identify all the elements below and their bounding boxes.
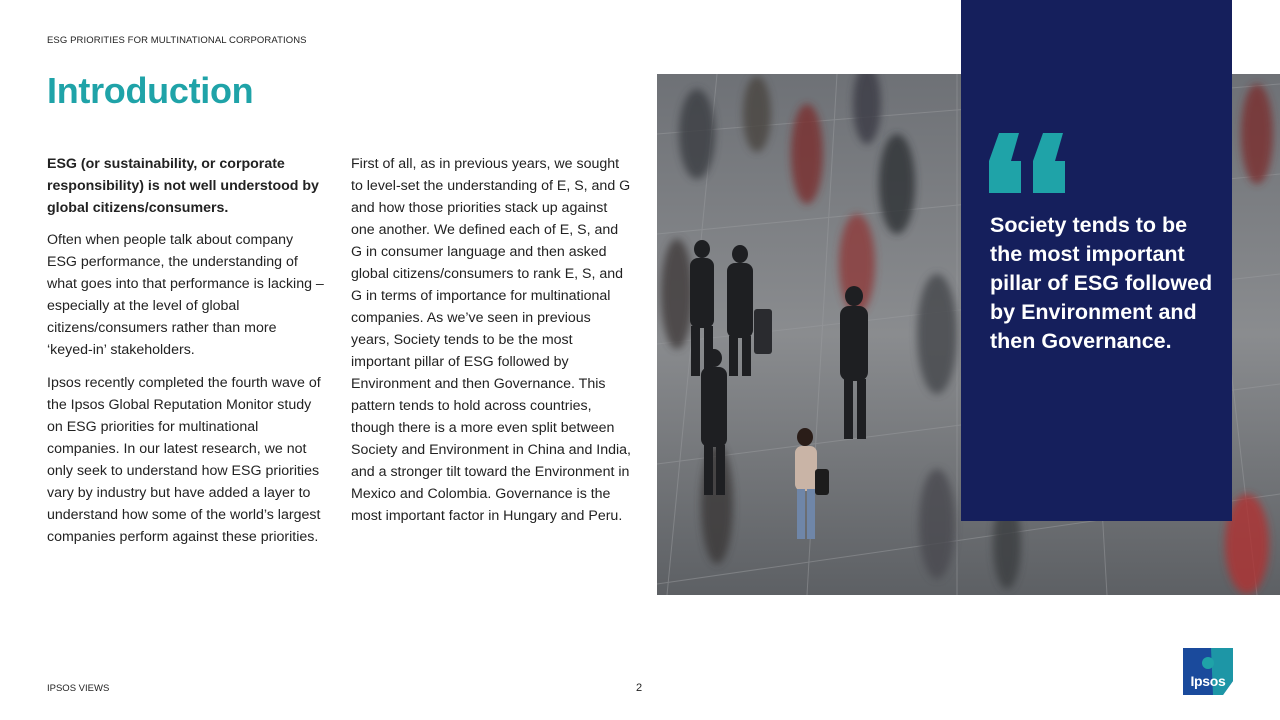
pull-quote-panel [961,0,1232,521]
pull-quote-text: Society tends to be the most important pillar of ESG followed by Environment and then Governance. [990,213,1213,353]
body-paragraph: Ipsos recently completed the fourth wave of the Ipsos Global Reputation Monitor study on ESG priorities for multinational companies. In our latest research, we not only seek to understand how ESG priorities vary by industry but have added a layer to understand how some of the world’s largest companies perform against these priorities. [47,375,321,545]
page-number: 2 [636,682,643,694]
logo-wordmark: Ipsos [1190,673,1226,689]
document-header: ESG PRIORITIES FOR MULTINATIONAL CORPORATIONS [47,35,307,46]
text-column-right [351,153,631,538]
ipsos-logo [1183,648,1233,695]
footer-label: IPSOS VIEWS [47,683,110,694]
quote-mark-icon [989,133,1065,195]
lead-paragraph: ESG (or sustainability, or corporate responsibility) is not well understood by global citizens/consumers. [47,156,319,216]
page-title: Introduction [47,70,254,111]
body-paragraph: First of all, as in previous years, we sought to level-set the understanding of E, S, and G and how those priorities stack up against one another. We defined each of E, S, and G in consumer language and then asked global citizens/consumers to rank E, S, and G in terms of importance for multinational companies. As we’ve seen in previous years, Society tends to be the most important pillar of ESG followed by Environment and then Governance. This pattern tends to hold across countries, though there is a more even split between Society and Environment in China and India, and a stronger tilt toward the Environment in Mexico and Colombia. Governance is the most important factor in Hungary and Peru. [351,156,631,524]
text-column-left [47,153,325,559]
body-paragraph: Often when people talk about company ESG performance, the understanding of what goes into that performance is lacking – especially at the level of global citizens/consumers rather than more ‘keyed-in’ stakeholders. [47,232,324,358]
